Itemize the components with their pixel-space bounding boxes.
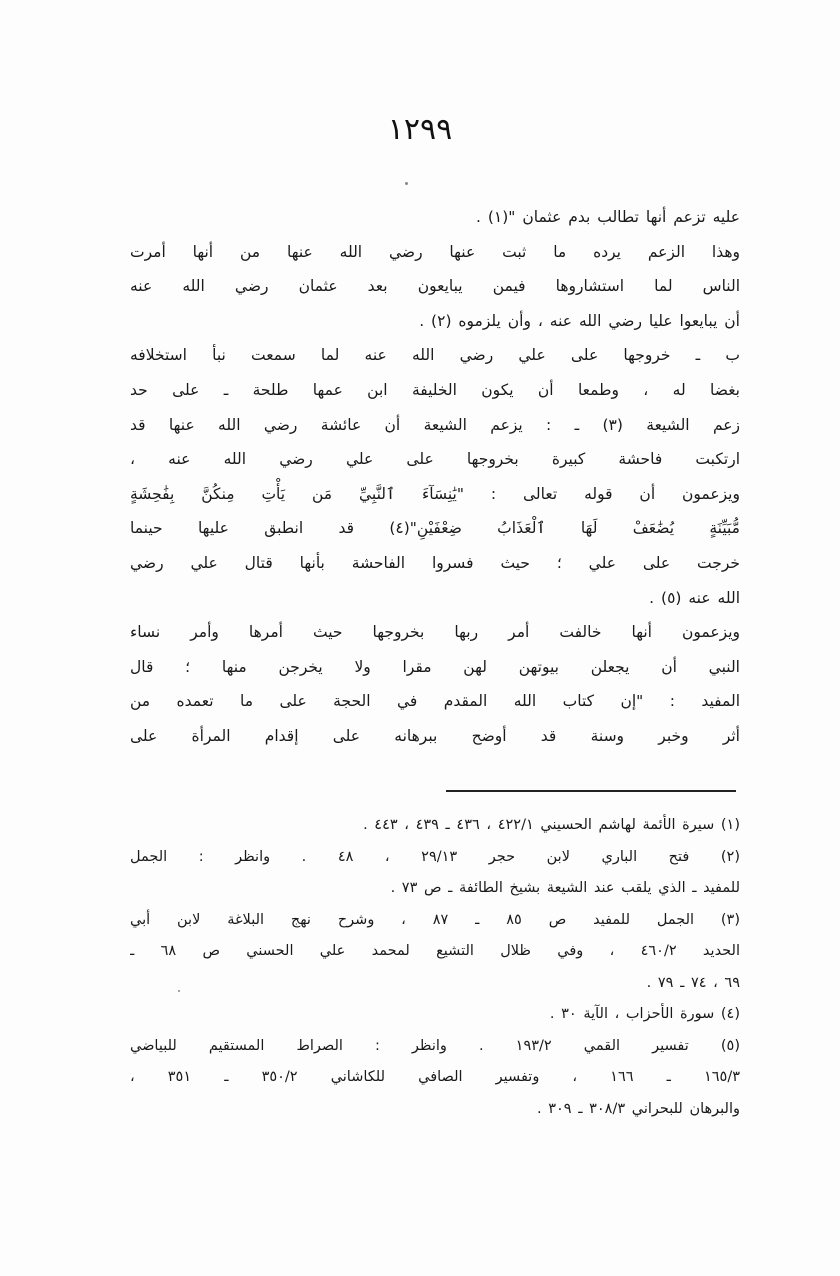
footnote-line: (٤) سورة الأحزاب ، الآية ٣٠ . bbox=[549, 1006, 740, 1022]
body-line: أن يبايعوا عليا رضي الله عنه ، وأن يلزموه (٢) . bbox=[419, 311, 740, 330]
footnote-line: ١٦٥/٣ ـ ١٦٦ ، وتفسير الصافي للكاشاني ٣٥٠/٢ ـ ٣٥١ ، bbox=[130, 1069, 740, 1085]
body-line: النبي أن يجعلن بيوتهن لهن مقرا ولا يخرجن منها ؛ قال bbox=[130, 657, 740, 676]
body-line: ويزعمون أنها خالفت أمر ربها بخروجها حيث أمرها وأمر نساء bbox=[130, 623, 740, 642]
footnote-separator bbox=[446, 790, 736, 792]
body-line: الله عنه (٥) . bbox=[649, 588, 740, 607]
page-number: ١٢٩٩ bbox=[387, 112, 453, 147]
body-line: ويزعمون أن قوله تعالى : "يَٰنِسَآءَ ٱلنَّبِيِّ مَن يَأْتِ مِنكُنَّ بِفَٰحِشَةٍ bbox=[130, 484, 740, 503]
footnote-line: (١) سيرة الأئمة لهاشم الحسيني ٤٢٢/١ ، ٤٣٦ ـ ٤٣٩ ، ٤٤٣ . bbox=[363, 817, 740, 833]
footnote-line: للمفيد ـ الذي يلقب عند الشيعة بشيخ الطائفة ـ ص ٧٣ . bbox=[390, 880, 740, 896]
body-line: أثر وخبر وسنة قد أوضح ببرهانه على إقدام المرأة على bbox=[130, 726, 740, 745]
footnote-line: (٢) فتح الباري لابن حجر ٢٩/١٣ ، ٤٨ . وانظر : الجمل bbox=[130, 848, 740, 865]
body-line: الناس لما استشاروها فيمن يبايعون بعد عثمان رضي الله عنه bbox=[130, 277, 740, 296]
body-line: وهذا الزعم يرده ما ثبت عنها رضي الله عنها من أنها أمرت bbox=[130, 242, 740, 261]
body-line: مُّبَيِّنَةٍ يُضَٰعَفْ لَهَا ٱلْعَذَابُ ضِعْفَيْنِ"(٤) قد انطبق عليها حينما bbox=[130, 519, 740, 538]
body-line: زعم الشيعة (٣) ـ : يزعم الشيعة أن عائشة رضي الله عنها قد bbox=[130, 415, 740, 434]
footnote-line: (٥) تفسير القمي ١٩٣/٢ . وانظر : الصراط المستقيم للبياضي bbox=[130, 1037, 740, 1054]
body-line: ب ـ خروجها على علي رضي الله عنه لما سمعت نبأ استخلافه bbox=[130, 346, 740, 365]
footnotes bbox=[130, 810, 740, 1125]
footnote-line: (٣) الجمل للمفيد ص ٨٥ ـ ٨٧ ، وشرح نهج البلاغة لابن أبي bbox=[130, 911, 740, 928]
footnote-line: ٦٩ ، ٧٤ ـ ٧٩ . bbox=[646, 974, 740, 991]
scan-speck bbox=[178, 990, 180, 992]
body-line: ارتكبت فاحشة كبيرة بخروجها على علي رضي الله عنه ، bbox=[130, 450, 740, 469]
body-line: خرجت على علي ؛ حيث فسروا الفاحشة بأنها قتال علي رضي bbox=[130, 553, 740, 572]
footnote-line: والبرهان للبحراني ٣٠٨/٣ ـ ٣٠٩ . bbox=[537, 1100, 740, 1117]
body-line: المفيد : "إن كتاب الله المقدم في الحجة على ما تعمده من bbox=[130, 692, 740, 711]
scan-speck bbox=[405, 182, 408, 185]
body-line: بغضا له ، وطمعا أن يكون الخليفة ابن عمها طلحة ـ على حد bbox=[130, 380, 740, 399]
footnote-line: الحديد ٤٦٠/٢ ، وفي ظلال التشيع لمحمد علي الحسني ص ٦٨ ـ bbox=[130, 943, 740, 959]
body-line: عليه تزعم أنها تطالب بدم عثمان "(١) . bbox=[476, 208, 740, 226]
body-text bbox=[130, 200, 740, 754]
